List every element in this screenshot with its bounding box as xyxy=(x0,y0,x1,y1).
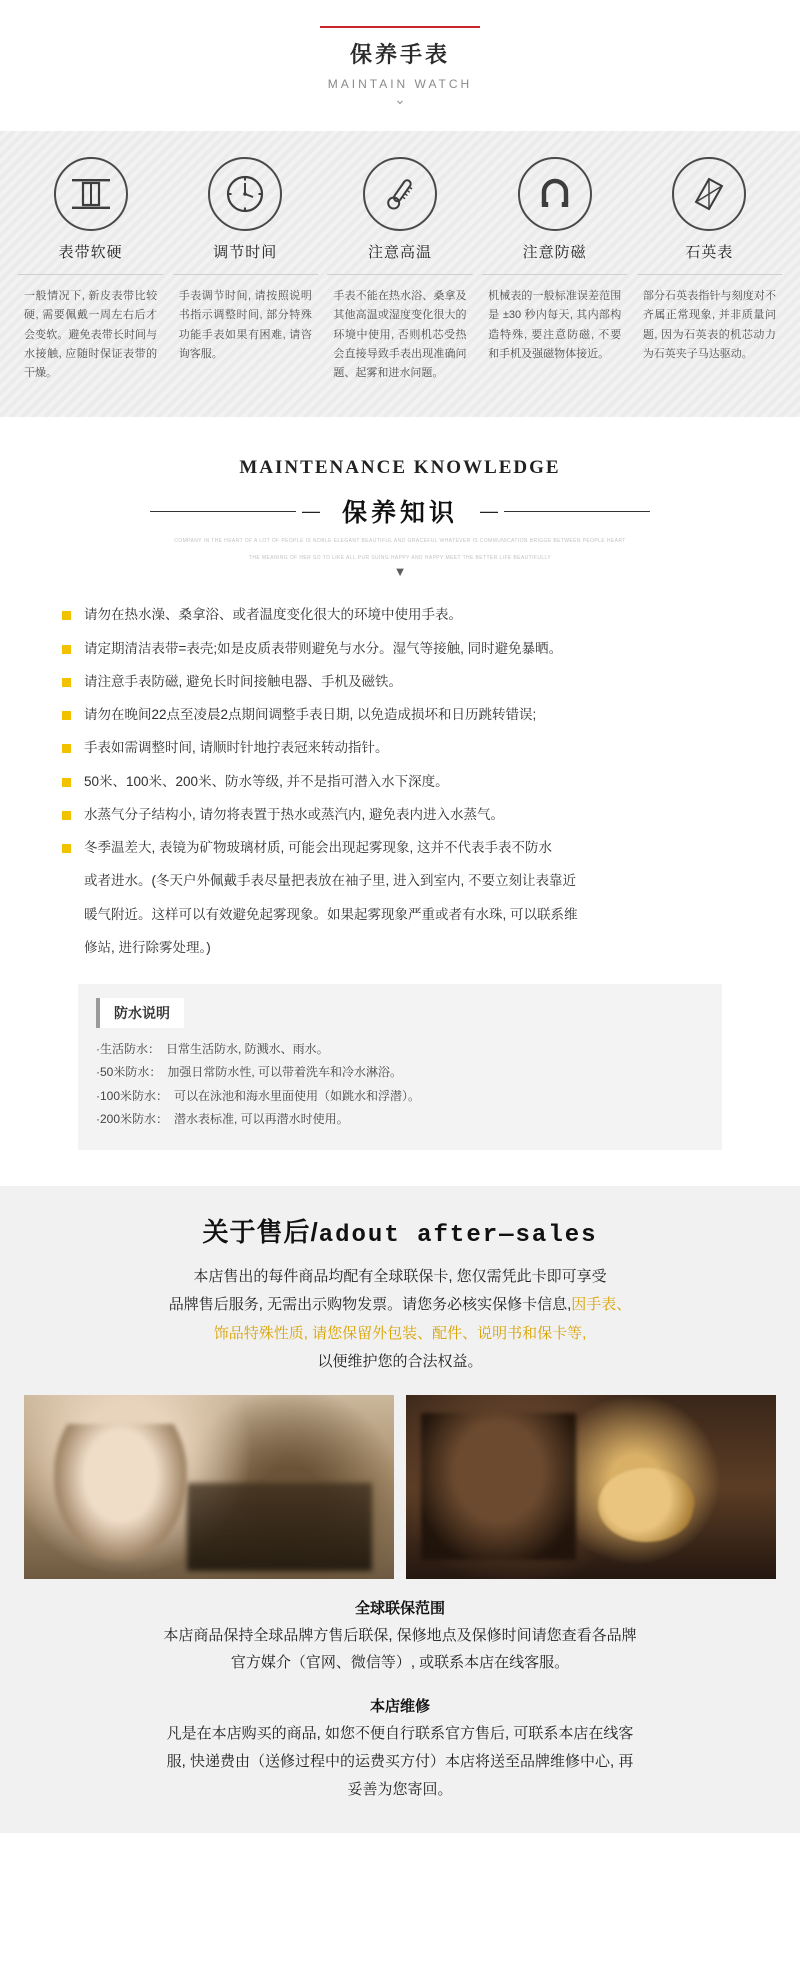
maintain-title-cn: 保养手表 xyxy=(349,42,450,67)
bullet-icon xyxy=(62,744,71,753)
list-item xyxy=(62,639,740,659)
store-repair-body xyxy=(24,1720,776,1803)
after-sales-title-cn: 关于售后 xyxy=(202,1216,311,1247)
maintain-cards xyxy=(18,157,782,383)
list-item-text: 暖气附近。这样可以有效避免起雾现象。如果起雾现象严重或者有水珠, 可以联系维 xyxy=(84,906,578,922)
bullet-icon xyxy=(62,611,71,620)
global-warranty-heading: 全球联保范围 xyxy=(354,1599,445,1617)
list-item-text: 冬季温差大, 表镜为矿物玻璃材质, 可能会出现起雾现象, 这并不代表手表不防水 xyxy=(84,840,553,855)
list-item xyxy=(62,605,740,625)
list-item-continuation xyxy=(62,938,740,958)
maintain-card xyxy=(482,157,627,383)
store-repair-heading: 本店维修 xyxy=(369,1698,430,1716)
knowledge-title-cn: 保养知识 xyxy=(341,499,458,528)
global-warranty-line-2: 官方媒介（官网、微信等）, 或联系本店在线客服。 xyxy=(230,1654,570,1672)
list-item xyxy=(62,838,740,858)
card-text: 手表调节时间, 请按照说明书指示调整时间, 部分特殊功能手表如果有困难, 请咨询客服。 xyxy=(178,290,312,360)
list-item-text: 或者进水。(冬天户外佩戴手表尽量把表放在袖子里, 进入到室内, 不要立刻让表靠近 xyxy=(84,873,576,889)
store-repair-line-2: 服, 快递费由（送修过程中的运费买方付）本店将送至品牌维修中心, 再 xyxy=(166,1752,634,1770)
quartz-crystal-icon xyxy=(672,157,746,231)
card-divider xyxy=(18,274,163,275)
after-sales-title-en: adout after—sales xyxy=(318,1221,598,1249)
paragraph-line-1: 本店售出的每件商品均配有全球联保卡, 您仅需凭此卡即可享受 xyxy=(193,1267,607,1285)
list-item-text: 修站, 进行除雾处理。) xyxy=(84,939,211,955)
dash-right: — xyxy=(480,500,498,521)
watchmaker-loupe-photo xyxy=(406,1395,776,1579)
card-divider xyxy=(173,274,318,275)
card-divider xyxy=(327,274,472,275)
list-item-continuation xyxy=(62,905,740,925)
global-warranty-body xyxy=(24,1622,776,1678)
after-sales-title xyxy=(24,1212,776,1249)
waterproof-line: ·100米防水： 可以在泳池和海水里面使用（如跳水和浮潜）。 xyxy=(96,1088,421,1103)
magnet-icon xyxy=(518,157,592,231)
list-item-text: 水蒸气分子结构小, 请勿将表置于热水或蒸汽内, 避免表内进入水蒸气。 xyxy=(84,806,505,822)
knowledge-title-row xyxy=(0,493,800,529)
paragraph-line-2-highlight: 因手表、 xyxy=(571,1296,632,1314)
maintain-card xyxy=(18,157,163,383)
paragraph-line-4: 以便维护您的合法权益。 xyxy=(317,1353,483,1371)
list-item xyxy=(62,672,740,692)
card-divider xyxy=(482,274,627,275)
chevron-down-icon: ⌄ xyxy=(394,91,406,107)
list-item-text: 请勿在热水澡、桑拿浴、或者温度变化很大的环境中使用手表。 xyxy=(84,607,462,623)
card-text: 一般情况下, 新皮表带比较硬, 需要佩戴一周左右后才会变软。避免表带长时间与水接触, 应随时保证表带的干燥。 xyxy=(24,290,158,379)
after-sales-title-slash: / xyxy=(310,1216,319,1247)
after-sales-paragraph xyxy=(34,1263,766,1377)
triangle-down-icon: ▼ xyxy=(393,564,407,580)
rule-left xyxy=(150,511,296,512)
knowledge-title-en: MAINTENANCE KNOWLEDGE xyxy=(239,457,561,479)
list-item xyxy=(62,805,740,825)
maintain-card xyxy=(637,157,782,383)
bullet-icon xyxy=(62,811,71,820)
knowledge-fineprint-2: THE MEANING OF HER SO TO LIKE ALL PUR SUING HAPPY AND HAPPY MEET THE BETTER LIFE BEAUTIFULLY xyxy=(248,554,552,561)
header-red-rule xyxy=(320,26,480,28)
rule-right xyxy=(504,511,650,512)
list-item-text: 请勿在晚间22点至凌晨2点期间调整手表日期, 以免造成损坏和日历跳转错误; xyxy=(84,707,537,722)
list-item xyxy=(62,705,740,725)
after-sales-section xyxy=(0,1186,800,1834)
list-item-text: 请定期清洁表带=表壳;如是皮质表带则避免与水分。湿气等接触, 同时避免暴晒。 xyxy=(84,640,563,656)
clock-time-icon xyxy=(208,157,282,231)
bullet-icon xyxy=(62,678,71,687)
maintain-cards-band xyxy=(0,131,800,417)
after-sales-photos xyxy=(24,1395,776,1579)
card-title: 石英表 xyxy=(685,244,734,261)
card-title: 注意防磁 xyxy=(522,244,587,261)
card-text: 机械表的一般标准误差范围是 ±30 秒内每天, 其内部构造特殊, 要注意防磁, 不要和手机及强磁物体接近。 xyxy=(488,290,622,360)
card-title: 调节时间 xyxy=(213,244,278,261)
maintain-card xyxy=(173,157,318,383)
card-text: 部分石英表指针与刻度对不齐属正常现象, 并非质量问题, 因为石英表的机芯动力为石英夹子马达驱动。 xyxy=(642,290,776,360)
maintain-watch-section xyxy=(0,0,800,417)
card-text: 手表不能在热水浴、桑拿及其他高温或湿度变化很大的环境中使用, 否则机芯受热会直接导致手表出现准确问题、起雾和进水问题。 xyxy=(333,290,467,379)
watchmaker-bench-photo xyxy=(24,1395,394,1579)
waterproof-title: 防水说明 xyxy=(96,998,184,1028)
list-item-text: 请注意手表防磁, 避免长时间接触电器、手机及磁铁。 xyxy=(84,673,403,689)
dash-left: — xyxy=(301,500,320,521)
bullet-icon xyxy=(62,711,71,720)
waterproof-line: ·生活防水： 日常生活防水, 防溅水、雨水。 xyxy=(96,1042,329,1056)
maintenance-knowledge-section xyxy=(0,417,800,1159)
card-title: 注意高温 xyxy=(367,244,432,261)
global-warranty-line-1: 本店商品保持全球品牌方售后联保, 保修地点及保修时间请您查看各品牌 xyxy=(163,1626,637,1644)
waterproof-line: ·200米防水： 潜水表标准, 可以再潜水时使用。 xyxy=(96,1112,349,1127)
knowledge-list xyxy=(62,605,740,958)
store-repair-line-1: 凡是在本店购买的商品, 如您不便自行联系官方售后, 可联系本店在线客 xyxy=(166,1725,634,1743)
paragraph-line-2: 品牌售后服务, 无需出示购物发票。请您务必核实保修卡信息, xyxy=(168,1296,572,1314)
card-title: 表带软硬 xyxy=(58,244,123,261)
knowledge-fineprint-1: COMPANY IN THE HEART OF A LOT OF PEOPLE IS NOBLE ELEGANT BEAUTIFUL AND GRACEFUL WHATEVER IS COMMUNICATION BRIGGE BETWEEN PEOPLE HEART xyxy=(174,538,626,545)
list-item xyxy=(62,772,740,792)
high-temperature-icon xyxy=(363,157,437,231)
waterproof-panel xyxy=(78,984,722,1150)
bullet-icon xyxy=(62,844,71,853)
waterproof-line: ·50米防水： 加强日常防水性, 可以带着洗车和冷水淋浴。 xyxy=(96,1065,403,1080)
maintain-title-en: MAINTAIN WATCH xyxy=(327,77,473,91)
maintain-card xyxy=(327,157,472,383)
paragraph-line-3-highlight: 饰品特殊性质, 请您保留外包装、配件、说明书和保卡等, xyxy=(213,1324,587,1342)
list-item-text: 50米、100米、200米、防水等级, 并不是指可潜入水下深度。 xyxy=(84,773,449,789)
bullet-icon xyxy=(62,645,71,654)
store-repair-line-3: 妥善为您寄回。 xyxy=(347,1780,453,1798)
list-item-continuation xyxy=(62,871,740,891)
maintain-header xyxy=(0,26,800,111)
list-item-text: 手表如需调整时间, 请顺时针地拧表冠来转动指针。 xyxy=(84,740,389,756)
list-item xyxy=(62,738,740,758)
bullet-icon xyxy=(62,778,71,787)
card-divider xyxy=(637,274,782,275)
watch-strap-icon xyxy=(54,157,128,231)
